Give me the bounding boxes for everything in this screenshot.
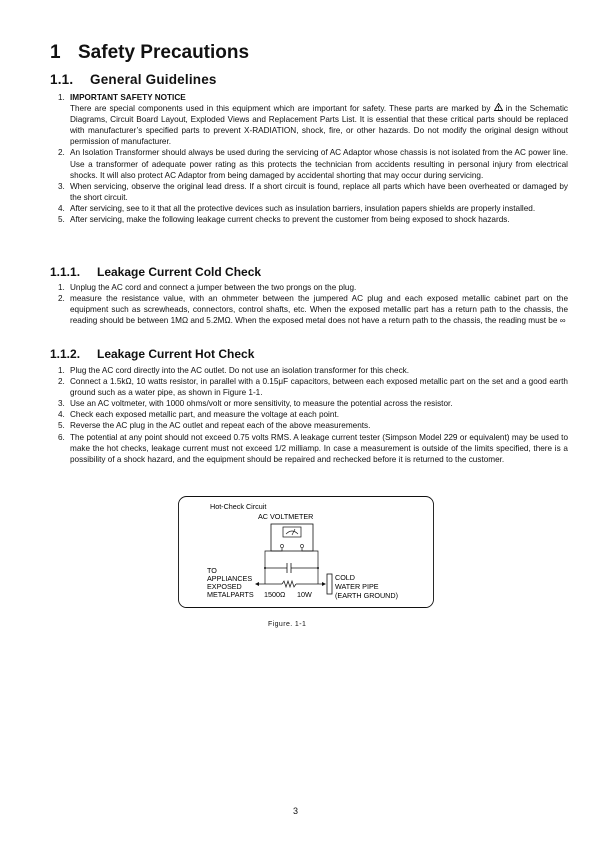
figure-title: Hot-Check Circuit [210,502,267,511]
list-item: 5. After servicing, make the following leakage current checks to prevent the customer from being exposed to shock hazards. [58,215,510,225]
list-item: 6. The potential at any point should not exceed 0.75 volts RMS. A leakage current tester (Simpson Model 229 or equivalent) may be used to make the hot checks, leakage current must not exceed 1/2 milliamp. In case a measurement is outside of the limits specified, there is a possibility of a shock hazard, and the equipment should be repaired and rechecked before it is returned to the customer. [58,432,568,464]
svg-text:TO: TO [207,566,217,575]
page-number: 3 [293,806,299,816]
list-item: 2. An Isolation Transformer should always be used during the servicing of AC Adaptor whose chassis is not isolated from the AC power line. Use a transformer of adequate power rating as this protects the technician from accidents resulting in personal injury from electrical shocks. It will also protect AC Adaptor from being damaged by accidental shorting that may occur during servicing. [58,148,568,180]
svg-text:EXPOSED: EXPOSED [207,582,242,591]
cold-check-heading: 1.1.1. Leakage Current Cold Check [50,265,262,279]
cold-check-list [58,282,568,326]
list-item: 1. Unplug the AC cord and connect a jumper between the two prongs on the plug. [58,283,357,292]
svg-text:METALPARTS: METALPARTS [207,590,254,599]
svg-text:(EARTH GROUND): (EARTH GROUND) [335,591,398,600]
hot-check-circuit-diagram [178,496,434,608]
list-item: 5. Reverse the AC plug in the AC outlet and repeat each of the above measurements. [58,421,371,431]
resistor-value: 1500Ω [264,590,286,599]
chapter-title: Safety Precautions [78,42,250,63]
notice-title: IMPORTANT SAFETY NOTICE [70,93,186,102]
section-title: General Guidelines [90,72,217,87]
list-item: 2. Connect a 1.5kΩ, 10 watts resistor, in parallel with a 0.15μF capacitors, between each exposed metallic part on the set and a good earth ground such as a water pipe, as shown in Figure 1-1. [58,377,568,398]
general-guidelines-list [58,92,568,225]
list-item: 3. Use an AC voltmeter, with 1000 ohms/volt or more sensitivity, to measure the potential across the resistor. [58,399,453,409]
list-item: 3. When servicing, observe the original lead dress. If a short circuit is found, replace all parts which have been overheated or damaged by the short circuit. [58,181,568,202]
list-item: 2. measure the resistance value, with an ohmmeter between the jumpered AC plug and each exposed metallic cabinet part on the equipment such as screwheads, connectors, control shafts, etc. When the exposed metallic part has a return path to the chassis, the reading should be between 1MΩ and 5.2MΩ. When the exposed metal does not have a return path to the chassis, the reading must be ∞ [58,294,568,326]
meter-label: AC VOLTMETER [258,512,314,521]
hot-check-list [58,365,568,465]
chapter-heading [50,42,249,64]
wattage-value: 10W [297,590,312,599]
figure-caption: Figure. 1-1 [268,621,307,628]
warning-triangle-icon [494,103,503,114]
section-number: 1.1. [50,72,74,87]
svg-text:COLD: COLD [335,573,355,582]
svg-text:WATER PIPE: WATER PIPE [335,582,379,591]
list-item: 1. Plug the AC cord directly into the AC outlet. Do not use an isolation transformer for this check. [58,366,410,375]
svg-text:APPLIANCES: APPLIANCES [207,574,253,583]
list-item: 1. IMPORTANT SAFETY NOTICE There are special components used in this equipment which are important for safety. These parts are marked by in the Schematic Diagrams, Circuit Board Layout, Exploded Views and Replacement Parts List. It is essential that these critical parts should be replaced with manufacturer’s specified parts to prevent X-RADIATION, shock, fire, or other hazards. Do not modify the original design without permission of manufacturer. [58,93,569,147]
section-heading [50,72,217,87]
hot-check-heading: 1.1.2. Leakage Current Hot Check [50,347,255,361]
chapter-number: 1 [50,42,61,63]
list-item: 4. After servicing, see to it that all the protective devices such as insulation barriers, insulation papers shields are properly installed. [58,203,536,213]
list-item: 4. Check each exposed metallic part, and measure the voltage at each point. [58,410,339,420]
